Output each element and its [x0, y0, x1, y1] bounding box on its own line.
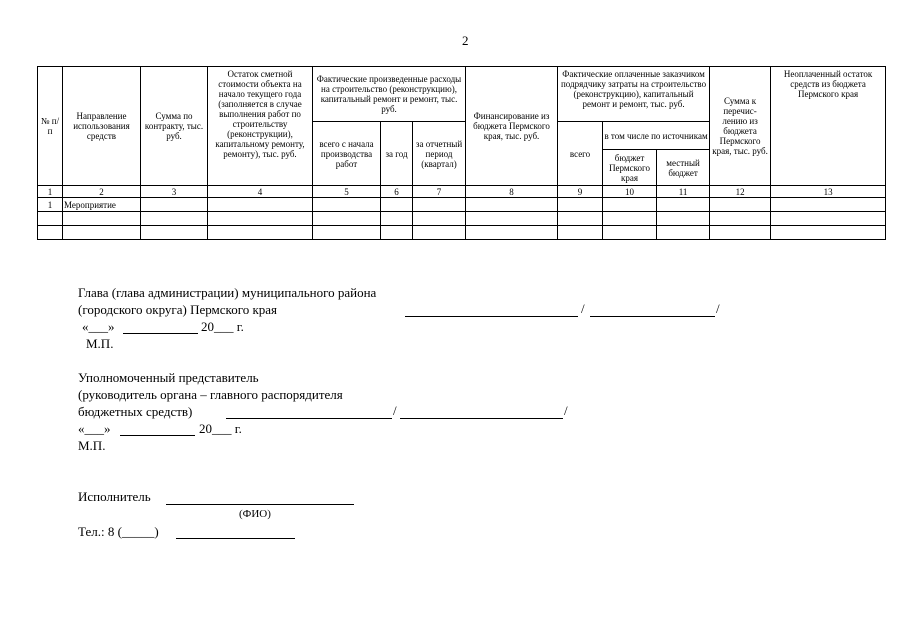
head-signature-separator: /	[581, 301, 585, 316]
header-regional-budget: бюджет Пермского края	[603, 150, 657, 186]
empty-cell	[771, 212, 886, 226]
rep-date-year: 20___ г.	[199, 421, 242, 436]
executor-name-line[interactable]	[166, 504, 354, 505]
executor-fio-caption: (ФИО)	[239, 508, 271, 520]
column-number: 6	[381, 186, 413, 198]
empty-cell	[313, 226, 381, 240]
table-row	[38, 198, 886, 212]
header-since-start: всего с начала производства работ	[313, 122, 381, 186]
header-total: всего	[558, 122, 603, 186]
rep-date-month-line[interactable]	[120, 435, 195, 436]
column-number-row	[38, 186, 886, 198]
empty-cell	[771, 198, 886, 212]
head-date-day: «___»	[82, 319, 115, 334]
header-including: в том числе по источникам	[603, 122, 710, 150]
empty-cell	[710, 198, 771, 212]
report-table	[37, 66, 886, 240]
column-number: 1	[38, 186, 63, 198]
empty-cell	[141, 198, 208, 212]
rep-title-line2: (руководитель органа – главного распорядителя	[78, 387, 343, 402]
head-signature-separator-end: /	[716, 301, 720, 316]
head-date-month-line[interactable]	[123, 333, 198, 334]
header-transfer-sum: Сумма к перечис- лению из бюджета Пермского края, тыс. руб.	[710, 67, 771, 186]
row-num: 1	[38, 198, 63, 212]
empty-cell	[657, 226, 710, 240]
column-number: 7	[413, 186, 466, 198]
column-number: 3	[141, 186, 208, 198]
header-num: № п/п	[38, 67, 63, 186]
rep-signature-line[interactable]	[226, 418, 392, 419]
head-title-line2: (городского округа) Пермского края	[78, 302, 278, 317]
empty-cell	[413, 226, 466, 240]
rep-title-line3: бюджетных средств)	[78, 404, 193, 419]
empty-cell	[657, 212, 710, 226]
empty-cell	[208, 212, 313, 226]
rep-signature-separator: /	[393, 403, 397, 418]
rep-signature-separator-end: /	[564, 403, 568, 418]
empty-cell	[381, 212, 413, 226]
column-number: 4	[208, 186, 313, 198]
empty-cell	[710, 226, 771, 240]
executor-label: Исполнитель	[78, 489, 151, 504]
rep-name-line[interactable]	[400, 418, 563, 419]
page-number: 2	[462, 33, 469, 48]
executor-phone-line[interactable]	[176, 538, 295, 539]
empty-cell	[313, 198, 381, 212]
empty-cell	[466, 226, 558, 240]
empty-cell	[381, 198, 413, 212]
header-local-budget: местный бюджет	[657, 150, 710, 186]
empty-cell	[38, 226, 63, 240]
rep-seal: М.П.	[78, 438, 106, 453]
head-seal: М.П.	[86, 336, 114, 351]
header-direction: Направление использования средств	[63, 67, 141, 186]
column-number: 13	[771, 186, 886, 198]
empty-cell	[657, 198, 710, 212]
empty-cell	[208, 198, 313, 212]
head-title-line1: Глава (глава администрации) муниципального района	[78, 285, 377, 300]
head-name-line[interactable]	[590, 316, 715, 317]
empty-cell	[558, 198, 603, 212]
header-contract-sum: Сумма по контракту, тыс. руб.	[141, 67, 208, 186]
empty-cell	[710, 212, 771, 226]
rep-date-day: «___»	[78, 421, 111, 436]
rep-title-line1: Уполномоченный представитель	[78, 370, 259, 385]
empty-cell	[466, 212, 558, 226]
header-financing: Финансирование из бюджета Пермского края, тыс. руб.	[466, 67, 558, 186]
empty-cell	[38, 212, 63, 226]
header-unpaid-remainder: Неоплаченный остаток средств из бюджета Пермского края	[771, 67, 886, 186]
empty-cell	[413, 198, 466, 212]
empty-cell	[141, 212, 208, 226]
row-direction: Мероприятие	[63, 198, 141, 212]
column-number: 2	[63, 186, 141, 198]
empty-cell	[208, 226, 313, 240]
empty-cell	[603, 198, 657, 212]
empty-cell	[558, 226, 603, 240]
empty-cell	[63, 212, 141, 226]
empty-cell	[603, 226, 657, 240]
empty-cell	[558, 212, 603, 226]
header-actual-costs: Фактические произведенные расходы на строительство (реконструкцию), капитальный ремонт и ремонт, тыс. руб.	[313, 67, 466, 122]
column-number: 5	[313, 186, 381, 198]
column-number: 12	[710, 186, 771, 198]
empty-cell	[771, 226, 886, 240]
column-number: 9	[558, 186, 603, 198]
empty-cell	[381, 226, 413, 240]
empty-cell	[603, 212, 657, 226]
empty-cell	[63, 226, 141, 240]
column-number: 10	[603, 186, 657, 198]
header-for-year: за год	[381, 122, 413, 186]
empty-cell	[313, 212, 381, 226]
column-number: 8	[466, 186, 558, 198]
header-remainder: Остаток сметной стоимости объекта на начало текущего года (заполняется в случае выполнения работ по строительству (реконструкции), капитальному ремонту, ремонту), тыс. руб.	[208, 67, 313, 186]
column-number: 11	[657, 186, 710, 198]
executor-phone-label: Тел.: 8 (_____)	[78, 524, 159, 539]
table-row	[38, 226, 886, 240]
header-for-period: за отчетный период (квартал)	[413, 122, 466, 186]
head-date-year: 20___ г.	[201, 319, 244, 334]
empty-cell	[466, 198, 558, 212]
empty-cell	[141, 226, 208, 240]
head-signature-line[interactable]	[405, 316, 578, 317]
table-row	[38, 212, 886, 226]
header-paid-costs: Фактические оплаченные заказчиком подрядчику затраты на строительство (реконструкцию), капитальный ремонт и ремонт, тыс. руб.	[558, 67, 710, 122]
empty-cell	[413, 212, 466, 226]
